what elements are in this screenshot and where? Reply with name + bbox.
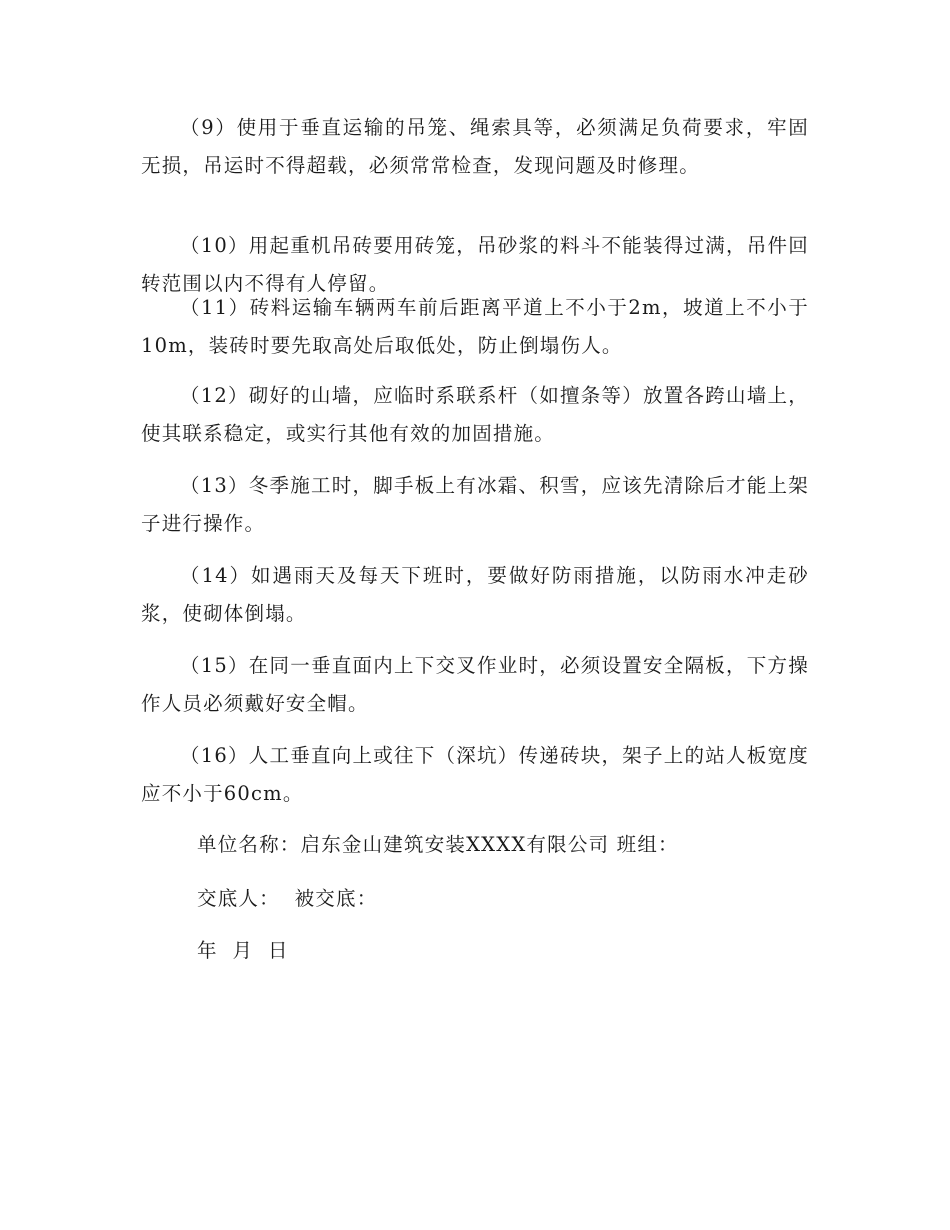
handover-line: 交底人： 被交底： (197, 887, 378, 910)
paragraph-item-14: （14）如遇雨天及每天下班时，要做好防雨措施，以防雨水冲走砂浆，使砌体倒塌。 (141, 564, 809, 625)
paragraph-item-13: （13）冬季施工时，脚手板上有冰霜、积雪，应该先清除后才能上架子进行操作。 (141, 474, 809, 535)
date-line: 年 月 日 (197, 939, 289, 962)
paragraph-item-16: （16）人工垂直向上或往下（深坑）传递砖块，架子上的站人板宽度应不小于60cm。 (141, 744, 809, 805)
paragraph-item-10: （10）用起重机吊砖要用砖笼，吊砂浆的料斗不能装得过满，吊件回转范围以内不得有人停留。 (141, 234, 809, 295)
paragraph-item-11: （11）砖料运输车辆两车前后距离平道上不小于2m，坡道上不小于10m，装砖时要先取高处后取低处，防止倒塌伤人。 (141, 296, 809, 357)
paragraph-item-15: （15）在同一垂直面内上下交叉作业时，必须设置安全隔板，下方操作人员必须戴好安全帽。 (141, 654, 809, 715)
paragraph-item-9: （9）使用于垂直运输的吊笼、绳索具等，必须满足负荷要求，牢固无损，吊运时不得超载，必须常常检查，发现问题及时修理。 (141, 116, 809, 177)
paragraph-item-12: （12）砌好的山墙，应临时系联系杆（如擅条等）放置各跨山墙上，使其联系稳定，或实行其他有效的加固措施。 (141, 384, 809, 445)
unit-name-line: 单位名称：启东金山建筑安装XXXX有限公司 班组： (197, 833, 679, 856)
